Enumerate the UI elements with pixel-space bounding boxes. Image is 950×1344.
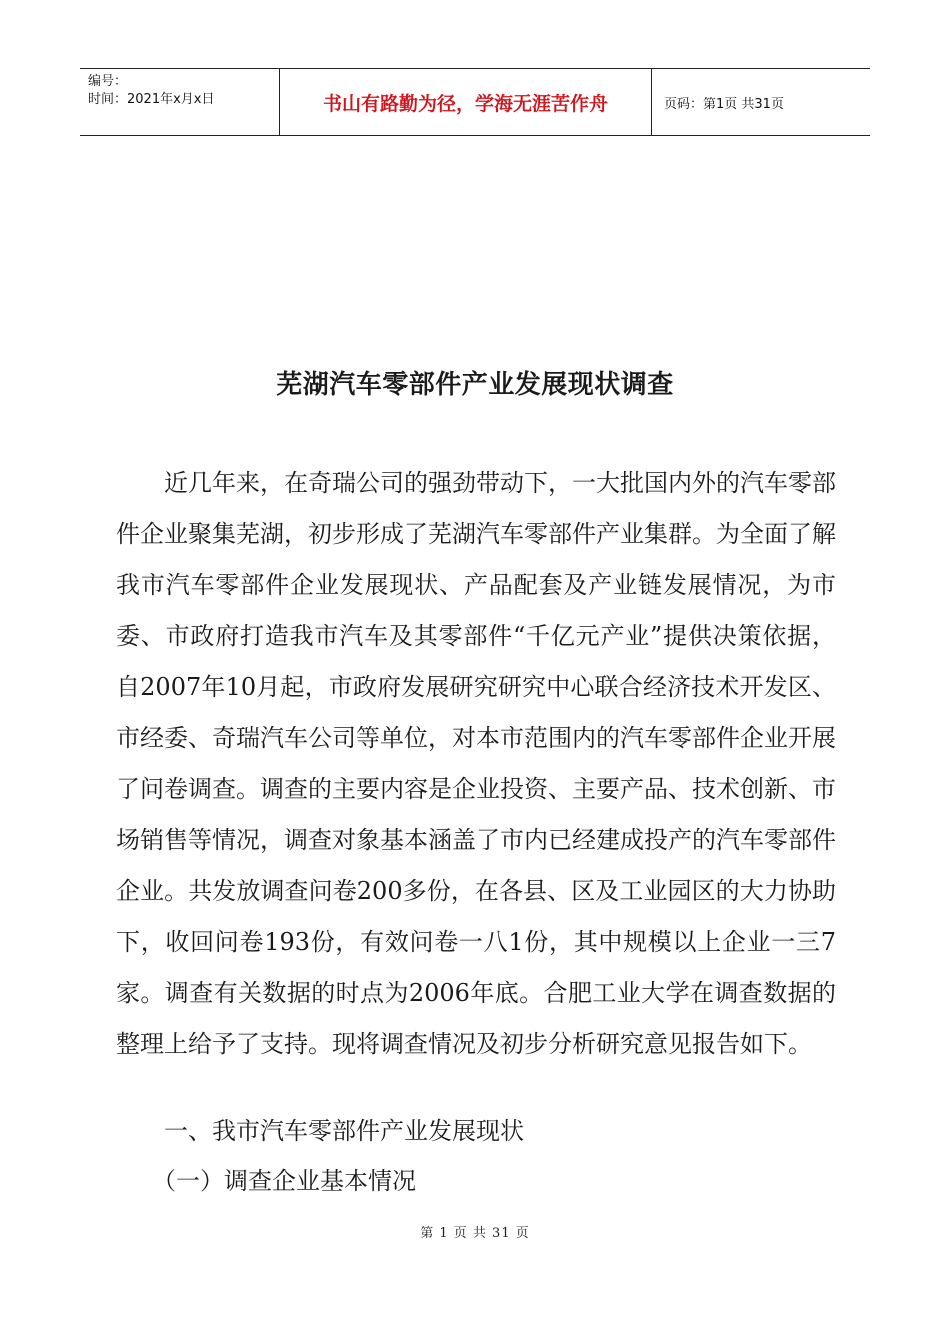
- document-title: 芜湖汽车零部件产业发展现状调查: [276, 370, 674, 400]
- document-time-label: 时间：2021年x月x日: [88, 92, 215, 107]
- page-footer: 第 1 页 共 31 页: [420, 1226, 530, 1241]
- intro-paragraph: 近几年来，在奇瑞公司的强劲带动下，一大批国内外的汽车零部件企业聚集芜湖，初步形成了芜湖汽车零部件产业集群。为全面了解我市汽车零部件企业发展现状、产品配套及产业链发展情况，为市委、市政府打造我市汽车及其零部件“千亿元产业”提供决策依据，自2007年10月起，市政府发展研究研究中心联合经济技术开发区、市经委、奇瑞汽车公司等单位，对本市范围内的汽车零部件企业开展了问卷调查。调查的主要内容是企业投资、主要产品、技术创新、市场销售等情况，调查对象基本涵盖了市内已经建成投产的汽车零部件企业。共发放调查问卷200多份，在各县、区及工业园区的大力协助下，收回问卷193份，有效问卷一八1份，其中规模以上企业一三7家。调查有关数据的时点为2006年底。合肥工业大学在调查数据的整理上给予了支持。现将调查情况及初步分析研究意见报告如下。: [116, 469, 836, 1058]
- document-header: [80, 68, 870, 136]
- header-page-info: 页码：第1页 共31页: [664, 96, 784, 112]
- section-heading: 一、我市汽车零部件产业发展现状: [164, 1117, 524, 1145]
- header-motto: 书山有路勤为径，学海无涯苦作舟: [280, 69, 652, 135]
- document-number-label: 编号：: [88, 74, 128, 89]
- header-meta: [80, 69, 280, 135]
- subsection-heading: （一）调查企业基本情况: [152, 1167, 416, 1195]
